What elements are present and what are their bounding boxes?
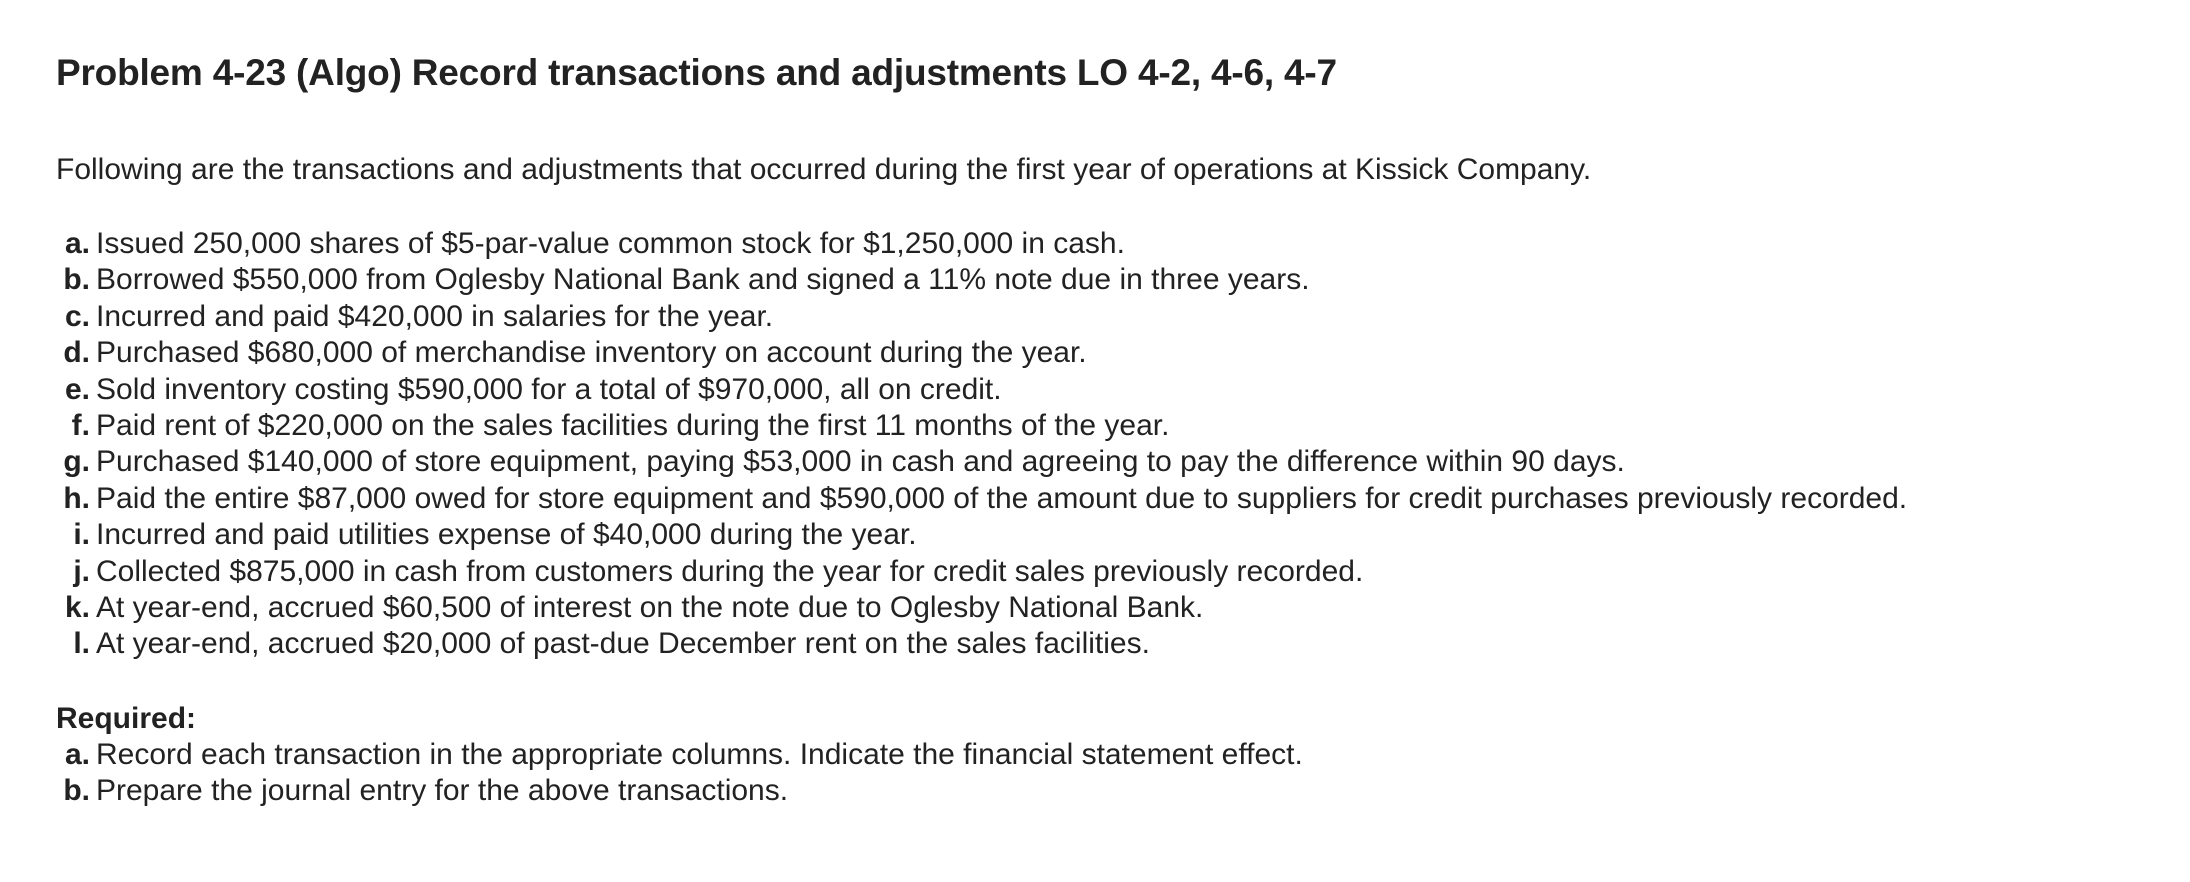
transaction-item (56, 517, 2134, 553)
item-text: Purchased $140,000 of store equipment, paying $53,000 in cash and agreeing to pay the difference within 90 days. (96, 445, 1625, 479)
transaction-item (56, 626, 2134, 662)
item-text: Sold inventory costing $590,000 for a total of $970,000, all on credit. (96, 372, 1002, 406)
item-text: Incurred and paid $420,000 in salaries for the year. (96, 299, 774, 333)
item-letter: k. (64, 591, 90, 625)
problem-intro: Following are the transactions and adjustments that occurred during the first year of operations at Kissick Company. (56, 153, 1592, 186)
item-letter: g. (63, 445, 90, 479)
transaction-item (56, 372, 2134, 408)
item-letter: i. (73, 518, 90, 552)
required-heading: Required: (56, 701, 197, 735)
required-item (56, 773, 2134, 809)
item-text: Incurred and paid utilities expense of $40,000 during the year. (96, 518, 917, 552)
item-text: Collected $875,000 in cash from customers during the year for credit sales previously recorded. (96, 554, 1364, 588)
transaction-item (56, 408, 2134, 444)
transaction-item (56, 299, 2134, 335)
item-text: Borrowed $550,000 from Oglesby National Bank and signed a 11% note due in three years. (96, 263, 1310, 297)
item-letter: h. (63, 481, 90, 515)
item-text: Prepare the journal entry for the above transactions. (96, 774, 789, 808)
transaction-item (56, 554, 2134, 590)
transaction-item (56, 262, 2134, 298)
item-text: Paid rent of $220,000 on the sales facilities during the first 11 months of the year. (96, 409, 1170, 443)
transaction-item (56, 335, 2134, 371)
transaction-list (56, 226, 2134, 663)
transaction-item (56, 444, 2134, 480)
item-letter: l. (73, 627, 90, 661)
item-letter: d. (63, 336, 90, 370)
problem-title: Problem 4-23 (Algo) Record transactions and adjustments LO 4-2, 4-6, 4-7 (56, 52, 1337, 93)
item-letter: b. (63, 263, 90, 297)
transaction-item (56, 590, 2134, 626)
transaction-item (56, 226, 2134, 262)
item-text: Issued 250,000 shares of $5-par-value common stock for $1,250,000 in cash. (96, 227, 1125, 260)
transaction-item (56, 481, 2134, 517)
item-letter: j. (73, 554, 90, 588)
item-letter: f. (71, 409, 90, 443)
required-section (56, 701, 2134, 810)
required-item (56, 737, 2134, 773)
item-letter: a. (64, 737, 90, 771)
item-letter: e. (64, 372, 90, 406)
item-text: Purchased $680,000 of merchandise inventory on account during the year. (96, 336, 1087, 370)
item-text: At year-end, accrued $60,500 of interest on the note due to Oglesby National Bank. (96, 591, 1204, 625)
item-letter: a. (64, 227, 90, 260)
item-text: Paid the entire $87,000 owed for store equipment and $590,000 of the amount due to suppliers for credit purchases previously recorded. (96, 481, 1908, 515)
required-list (56, 737, 2134, 810)
item-letter: b. (63, 774, 90, 808)
item-letter: c. (64, 299, 90, 333)
item-text: Record each transaction in the appropriate columns. Indicate the financial statement effect. (96, 737, 1303, 771)
item-text: At year-end, accrued $20,000 of past-due December rent on the sales facilities. (96, 627, 1150, 661)
